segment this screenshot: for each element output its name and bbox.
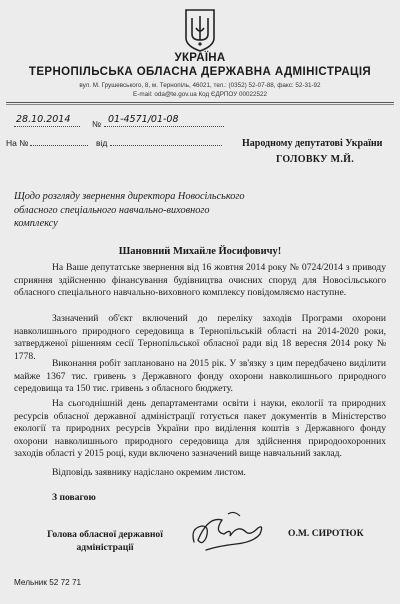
header-divider (6, 102, 394, 103)
signer-position-line1: Голова обласної державної (47, 529, 163, 540)
from-underline (110, 135, 222, 146)
body-paragraph: Зазначений об'єкт включений до переліку заходів Програми охорони навколишнього природного середовища в Тернопільській області на 2014-2020 роки, затвердженої рішенням сесії Тернопільської обласної ради від 18 вересня 2014 року № 1778. (14, 313, 386, 362)
administration-name: ТЕРНОПІЛЬСЬКА ОБЛАСНА ДЕРЖАВНА АДМІНІСТРАЦІЯ (28, 66, 372, 78)
letter-subject: Щодо розгляду звернення директора Новосільського обласного спеціального навчально-виховного комплексу (14, 191, 245, 229)
header-divider-thin (6, 104, 394, 105)
registration-date: 28.10.2014 (16, 114, 71, 125)
registration-number: 01-4571/01-08 (108, 114, 179, 125)
recipient-name: ГОЛОВКУ М.Й. (276, 154, 354, 165)
body-paragraph: Виконання робіт заплановано на 2015 рік. У зв'язку з цим передбачено виділити майже 1367 тис. гривень з Державного фонду охорони навколишнього природного середовища та 150 тис. гривень з обласного бюджету. (14, 358, 386, 395)
executor-contact: Мельник 52 72 71 (14, 578, 82, 587)
reference-label: На № (6, 138, 29, 148)
signer-name: О.М. СИРОТЮК (288, 528, 364, 539)
country-name: УКРАЇНА (174, 52, 226, 64)
salutation: Шановний Михайле Йосифовичу! (118, 246, 282, 257)
body-paragraph: На Ваше депутатське звернення від 16 жовтня 2014 року № 0724/2014 з приводу сприяння здійсненню фінансування будівництва очисних споруд для Новосільського обласного спеціального навчально-виховного комплексу повідомляємо наступне. (14, 262, 386, 299)
email-and-code: E-mail: oda@te.gov.ua Код ЄДРПОУ 00022522 (133, 91, 267, 98)
body-paragraph: На сьогоднішній день департаментами освіти і науки, екології та природних ресурсів обласної державної адміністрації готується пакет документів в Міністерство екології та природних ресурсів України про виділення коштів з Державного фонду охорони навколишнього природного середовища для здійснення природоохоронних заходів області у 2015 році, куди включено зазначений вище навчальний заклад. (14, 398, 386, 460)
body-paragraph: Відповідь заявнику надіслано окремим листом. (52, 467, 246, 478)
postal-address: вул. М. Грушевського, 8, м. Тернопіль, 46021, тел.: (0352) 52-07-88, факс: 52-31-92 (79, 82, 321, 89)
signer-position-line2: адміністрації (76, 542, 134, 553)
reference-underline (30, 135, 88, 146)
handwritten-signature (188, 506, 272, 554)
recipient-position: Народному депутатові України (242, 138, 383, 149)
from-label: від (96, 138, 108, 148)
closing-regards: З повагою (52, 492, 96, 503)
trident-emblem-icon (182, 8, 218, 52)
signer-position (30, 528, 180, 554)
number-label: № (92, 119, 102, 129)
